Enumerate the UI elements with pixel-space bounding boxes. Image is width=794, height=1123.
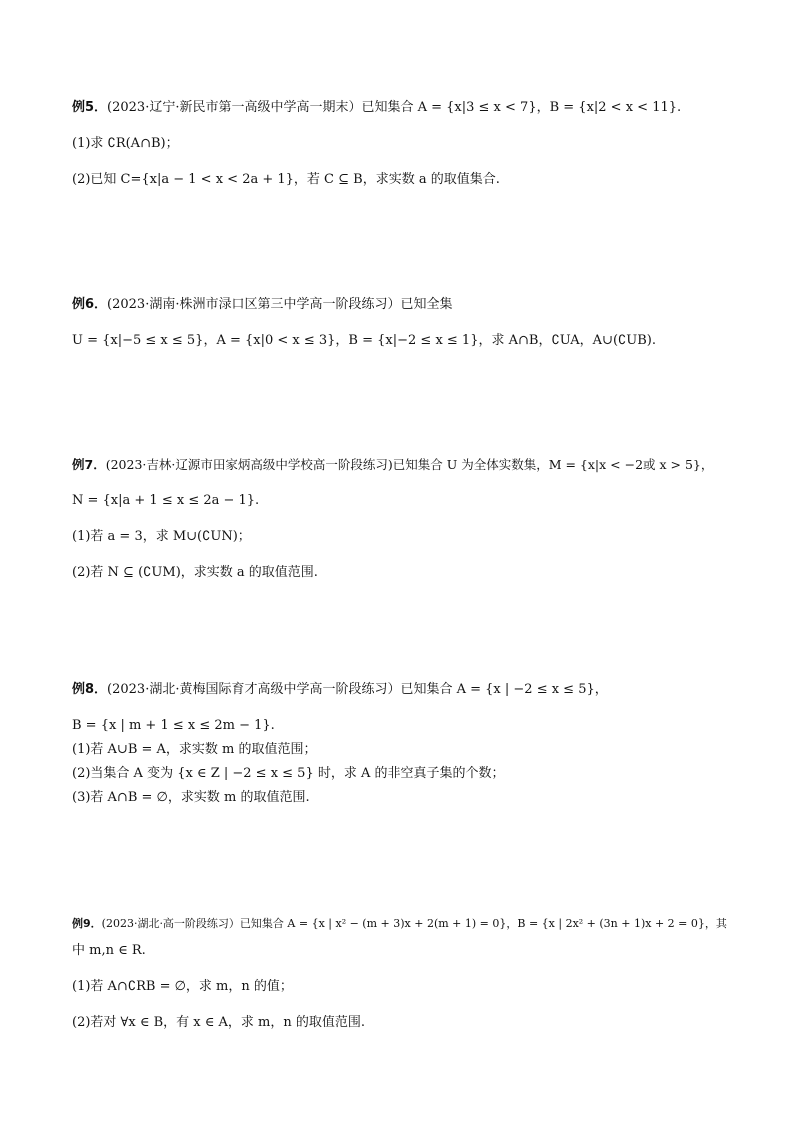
example-8-part-2: (2)当集合 A 变为 {x ∈ Z | −2 ≤ x ≤ 5} 时，求 A 的非空真子集的个数； (72, 766, 505, 781)
example-9-label: 例9． (72, 917, 102, 930)
example-8-part-1: (1)若 A∪B = A，求实数 m 的取值范围； (72, 742, 317, 757)
example-5-line-1: (2023·辽宁·新民市第一高级中学高一期末）已知集合 A = {x|3 ≤ x < 7}，B = {x|2 < x < 11}. (107, 100, 682, 115)
example-9-line-1: (2023·湖北·高一阶段练习）已知集合 A = {x | x² − (m + 3)x + 2(m + 1) = 0}，B = {x | 2x² + (3n + 1)x + 2 = 0}，其 (101, 917, 727, 930)
example-7-part-1: (1)若 a = 3，求 M∪(∁UN)； (72, 529, 251, 544)
example-9-line-2: 中 m,n ∈ R. (72, 943, 146, 958)
example-7-part-2: (2)若 N ⊆ (∁UM)，求实数 a 的取值范围. (72, 565, 318, 580)
example-5-stem (72, 99, 732, 117)
example-9-part-1: (1)若 A∩∁RB = ∅，求 m，n 的值； (72, 979, 293, 994)
example-8-label: 例8． (72, 682, 108, 697)
example-8 (72, 681, 732, 807)
example-5-label: 例5． (72, 100, 108, 115)
example-6-stem (72, 296, 732, 314)
example-6 (72, 296, 732, 350)
example-6-label: 例6． (72, 297, 108, 312)
example-5 (72, 99, 732, 189)
example-6-line-1: (2023·湖南·株洲市渌口区第三中学高一阶段练习）已知全集 (107, 297, 453, 312)
example-7-stem (72, 456, 732, 474)
example-9 (72, 915, 732, 1032)
example-9-stem (72, 915, 732, 933)
example-6-line-2: U = {x|−5 ≤ x ≤ 5}，A = {x|0 < x ≤ 3}，B = {x|−2 ≤ x ≤ 1}，求 A∩B，∁UA，A∪(∁UB). (72, 333, 656, 348)
example-5-part-1: (1)求 ∁R(A∩B)； (72, 136, 179, 151)
example-5-part-2: (2)已知 C={x|a − 1 < x < 2a + 1}，若 C ⊆ B，求实数 a 的取值集合. (72, 172, 500, 187)
example-7-line-2: N = {x|a + 1 ≤ x ≤ 2a − 1}. (72, 493, 260, 508)
example-9-part-2: (2)若对 ∀x ∈ B，有 x ∈ A，求 m，n 的取值范围. (72, 1015, 366, 1030)
example-8-stem (72, 681, 732, 699)
example-7 (72, 456, 732, 582)
example-8-part-3: (3)若 A∩B = ∅，求实数 m 的取值范围. (72, 790, 310, 805)
example-8-line-2: B = {x | m + 1 ≤ x ≤ 2m − 1}. (72, 718, 275, 733)
example-7-line-1: (2023·吉林·辽源市田家炳高级中学校高一阶段练习)已知集合 U 为全体实数集，M = {x|x < −2或 x > 5}， (105, 457, 714, 472)
example-7-label: 例7． (72, 457, 106, 472)
example-8-line-1: (2023·湖北·黄梅国际育才高级中学高一阶段练习）已知集合 A = {x | −2 ≤ x ≤ 5}， (107, 682, 608, 697)
